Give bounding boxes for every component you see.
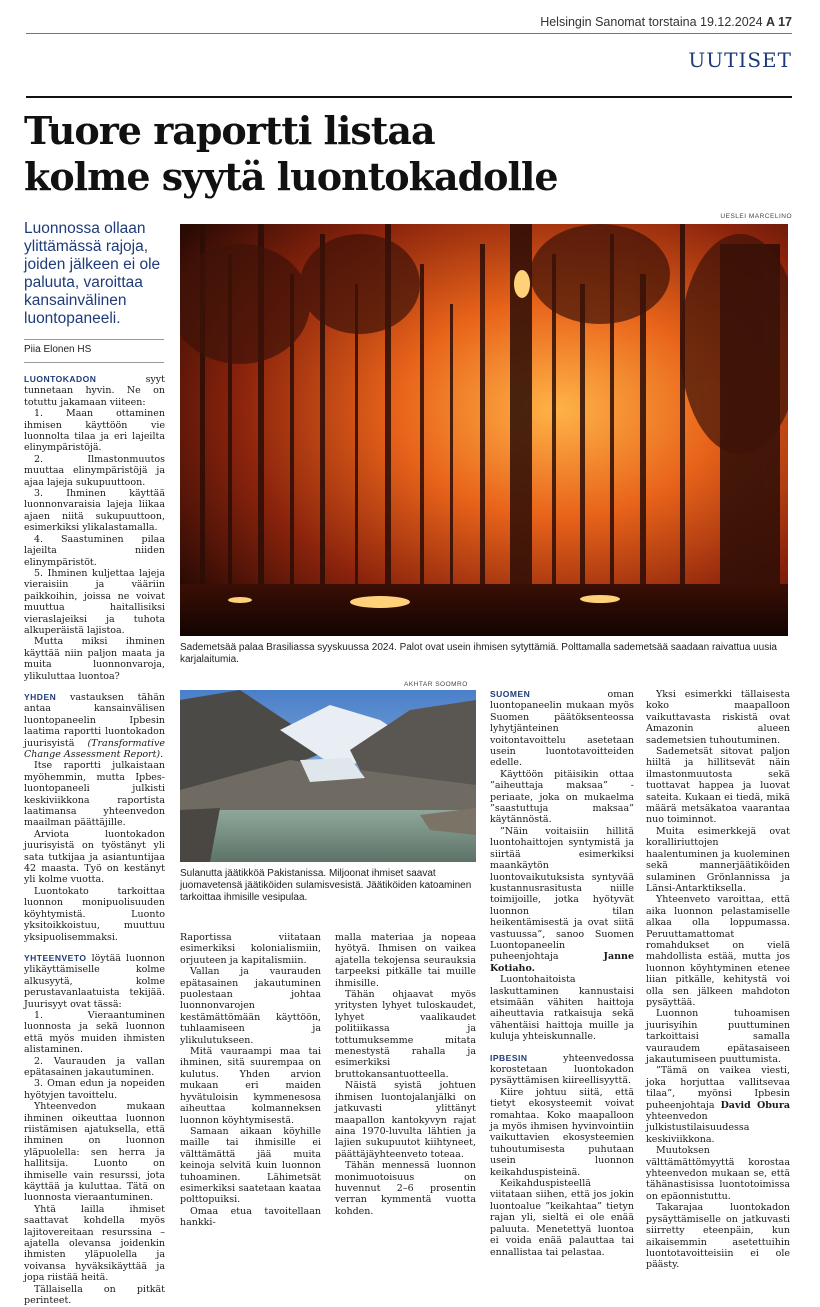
paragraph: syyt tunnetaan hyvin. Ne on totuttu jakamaan viiteen: [24,374,165,408]
paragraph: ”Tämä on vaikea viesti, joka horjuttaa vallitsevaa tilaa”, myönsi Ipbesin puheenjohtaja [646,1065,790,1111]
paragraph: Luontokato tarkoittaa luonnon monipuolisuuden köyhtymistä. Luonto yksitoikkoistuu, muuttuu yksipuolisemmaksi. [24,885,165,943]
list-item: 1. Vieraantuminen luonnosta ja sekä luonnon että myös muiden ihmisten alistaminen. [24,1009,165,1056]
header-rule [26,33,792,34]
paragraph: Raportissa viitataan esimerkiksi kolonialismiin, orjuuteen ja kapitalismiin. [180,932,321,966]
paragraph: Takarajaa luontokadon pysäyttämiselle on jatkuvasti siirretty eteenpäin, kun aikaisemmin asetettuihin luontotavoitteisiin ei ole päästy. [646,1202,790,1271]
page-header [26,15,792,29]
paragraph: Kiire johtuu siitä, että tietyt ekosysteemit voivat romahtaa. Koko maapalloon ja myös ihmisen hyvinvointiin vaikuttavien ekosysteemien tuhoutumisesta puhutaan usein luonnon keikahduspisteinä. [490,1086,634,1178]
paragraph: yhteenvedossa korostetaan luontokadon pysäyttämisen kiireellisyyttä. [490,1052,634,1087]
article-column-4 [490,689,634,1258]
forest-fire-photo [180,224,788,636]
photo-credit-glacier: AKHTAR SOOMRO [404,681,468,688]
glacier-photo [180,690,476,862]
paragraph: Käyttöön pitäisikin ottaa ”aiheuttaja maksaa” -periaate, joka on mukaelma ”saastuttuja maksaa” käytännöstä. [490,768,634,826]
photo-caption-fire: Sademetsää palaa Brasiliassa syyskuussa 2024. Palot ovat usein ihmisen sytyttämiä. Polttamalla sademetsää saadaan raivattua uusia karjalaitumia. [180,642,777,665]
paragraph: Yksi esimerkki tällaisesta koko maapalloon vaikuttavasta riskistä ovat Amazonin alueen sademetsien tuhoutuminen. [646,689,790,746]
section-label: UUTISET [688,48,792,72]
paragraph: Muutoksen välttämättömyyttä korostaa yhteenvedon mukaan se, että tähänastisissa luontotoimissa on epäonnistuttu. [646,1145,790,1202]
kicker-luontokadon: LUONTOKADON [24,374,97,384]
person-name: David Obura [720,1099,790,1111]
paragraph: Samaan aikaan köyhille maille tai ihmisille ei välttämättä jää muita keinoja selvitä kuin luonnon tuhoaminen. Lähimetsät esimerkiksi saatetaan kaataa polttopuiksi. [180,1125,321,1206]
kicker-yhteenveto: YHTEENVETO [24,952,87,963]
paragraph: Muita esimerkkejä ovat koralliriuttojen haalentuminen ja kuoleminen sekä mannerjäätiköiden sulaminen Grönlannissa ja Länsi-Antarktiksella. [646,825,790,894]
paragraph: Mutta miksi ihminen käyttää niin paljon maata ja muita luonnonvaroja, ylikuluttaa luontoa? [24,636,165,682]
headline-line-1: Tuore raportti listaa [24,108,435,153]
paragraph: Tähän ohjaavat myös yritysten lyhyet tuloskaudet, lyhyet vaalikaudet politiikassa ja tottumuksemme mitata menestystä rahalla ja esimerkiksi bruttokansantuotteella. [335,989,476,1080]
glacier-image [180,690,476,862]
report-title: (Transformative Change Assessment Report). [24,737,165,760]
byline: Piia Elonen HS [24,344,92,355]
paragraph: löytää luonnon ylikäyttämiselle kolme alkusyytä, kolme perustavanlaatuista tekijää. Juurisyyt ovat tässä: [24,952,165,1010]
kicker-ipbesin: IPBESIN [490,1052,528,1063]
list-item: 4. Saastuminen pilaa lajeilta niiden elinympäristöt. [24,533,165,568]
list-item: 5. Ihminen kuljettaa lajeja vieraisiin ja vääriin paikkoihin, joissa ne voivat muuttua haitallisiksi vieraslajeiksi ja tuhota alkuperäistä lajistoa. [24,567,165,636]
paragraph: Tällaisella on pitkät perinteet. [24,1283,165,1307]
article-column-5 [646,689,790,1271]
headline-line-2: kolme syytä luontokadolle [24,154,558,199]
paragraph: Itse raportti julkaistaan myöhemmin, mutta Ipbes-luontopaneeli julkisti keskiviikkona raportista laatimansa yhteenvedon maailman päättäjille. [24,760,165,829]
article-column-3 [335,932,476,1217]
paragraph: Mitä vauraampi maa tai ihminen, sitä suurempaa on kulutus. Yhden arvion mukaan eri maiden hyvätuloisin kymmenesosa aiheuttaa kolmanneksen luonnon köyhtymisestä. [180,1046,321,1126]
list-item: 2. Ilmastonmuutos muuttaa elinympäristöjä ja ajaa lajeja sukupuuttoon. [24,453,165,488]
person-name: Janne Kotiaho. [490,951,634,974]
paragraph: yhteenvedon julkistustilaisuudessa keskiviikkona. [646,1111,750,1145]
lead-divider [24,339,164,340]
article-column-1 [24,374,165,1307]
paragraph: oman luontopaneelin mukaan myös Suomen päätöksenteossa lyhytjänteinen voitontavoittelu asetetaan usein luontotavoitteiden edelle. [490,689,634,769]
list-item: 3. Ihminen käyttää luonnonvaraisia lajeja liikaa ajaen niitä sukupuuttoon, esimerkiksi ylikalastamalla. [24,488,165,534]
paragraph: Luontohaitoista laskuttaminen kannustaisi etsimään vähiten haittoja aiheuttavia ratkaisuja sekä vähentäisi haittoja muille ja kuluja yhteiskunnalle. [490,974,634,1043]
paragraph: Omaa etua tavoitellaan hankki- [180,1205,321,1229]
forest-fire-image [180,224,788,636]
paragraph: Yhteenvedon mukaan ihminen oikeuttaa luonnon riistämisen ajatuksella, että ihminen on luonnon yläpuolella: sen herra ja hallitsija. Luonto on ihmiselle vain resurssi, jota käyttää ja kuluttaa. Tätä on luonnosta vieraantuminen. [24,1101,165,1204]
paragraph: malla materiaa ja nopeaa hyötyä. Ihmisen on vaikea ajatella tekojensa seurauksia tarpeeksi pitkälle tai muille ihmisille. [335,932,476,989]
paper-date: Helsingin Sanomat torstaina 19.12.2024 [540,15,763,29]
kicker-yhden: YHDEN [24,691,57,702]
section-rule [26,96,792,98]
list-item: 3. Oman edun ja nopeiden hyötyjen tavoittelu. [24,1078,165,1101]
list-item: 2. Vaurauden ja vallan epätasainen jakautuminen. [24,1055,165,1078]
paragraph: Vallan ja vaurauden epätasainen jakautuminen puolestaan johtaa luonnonvarojen kestämättömään käyttöön, tuhlaamiseen ja ylikulutukseen. [180,966,321,1046]
kicker-suomen: SUOMEN [490,689,531,699]
byline-divider [24,362,164,363]
paragraph: Luonnon tuhoamisen juurisyihin puuttuminen tarkoittaisi samalla vauraudem epätasaiseen jakautumiseen puuttumista. [646,1008,790,1065]
paragraph: ”Näin voitaisiin hillitä luontohaittojen syntymistä ja siirtää esimerkiksi maankäytön luontovaikutuksista syntyvää kustannusrasitusta niille toimijoille, jotka hyötyvät luonnon tilan heikentämisestä ja ovat siitä vastuussa”, sanoo Suomen Luontopaneelin puheenjohtaja [490,825,634,963]
page-number: A 17 [766,15,792,29]
paragraph: Yhtä lailla ihmiset saattavat kohdella myös lajitovereitaan resurssina – ajatella olevansa joidenkin ihmisten yläpuolella ja voivansa hyväksikäyttää ja jopa riistää heitä. [24,1203,165,1284]
photo-credit-fire: UESLEI MARCELINO [720,213,792,220]
paragraph: Yhteenveto varoittaa, että aika luonnon pelastamiselle alkaa olla loppumassa. Peruuttamattomat romahdukset on vielä mahdollista estää, mutta jos luonnon köyhtyminen etenee liian pitkälle, kehitystä voi olla sen jälkeen mahdoton pysäyttää. [646,894,790,1008]
article-column-2 [180,932,321,1229]
paragraph: Keikahduspisteellä viitataan siihen, että jos jokin luontoalue ”keikahtaa” tietyn rajan yli, sieltä ei ole enää paluuta. Menetettyä luontoa ei voida enää palauttaa tai ennallistaa tai pelastaa. [490,1178,634,1258]
lead-text: Luonnossa ollaan ylittämässä rajoja, joiden jälkeen ei ole paluuta, varoittaa kansainvälinen luontopaneeli. [24,220,161,327]
paragraph: vastauksen tähän antaa kansainvälisen luontopaneelin Ipbesin laatima raportti luontokadon juurisyistä [24,691,165,749]
paragraph: Näistä syistä johtuen ihmisen luontojalanjälki on jatkuvasti ylittänyt maapallon kantokyvyn rajat aina 1970-luvulta lähtien ja lajien sukupuutot kiihtyneet, päättäjäyhteenveto toteaa. [335,1080,476,1160]
paragraph: Sademetsät sitovat paljon hiiltä ja hillitsevät näin ilmastonmuutosta sekä tuottavat happea ja luovat sateita. Kukaan ei tiedä, mikä määrä metsäkatoa vaarantaa nuo toiminnot. [646,746,790,826]
headline [24,108,724,200]
paragraph: Tähän mennessä luonnon monimuotoisuus on huvennut 2–6 prosentin verran kymmentä vuotta kohden. [335,1160,476,1217]
paragraph: Arviota luontokadon juurisyistä on työstänyt yli sata tutkijaa ja asiantuntijaa 42 maasta. Työ on kestänyt yli kolme vuotta. [24,828,165,886]
list-item: 1. Maan ottaminen ihmisen käyttöön vie luonnolta tilaa ja eri lajeilta elinympäristöjä. [24,408,165,454]
photo-caption-glacier: Sulanutta jäätikköä Pakistanissa. Miljoonat ihmiset saavat juomavetensä jäätiköiden sulamisvesistä. Jäätiköiden katoaminen tarkoittaa ihmisille vesipulaa. [180,868,472,903]
